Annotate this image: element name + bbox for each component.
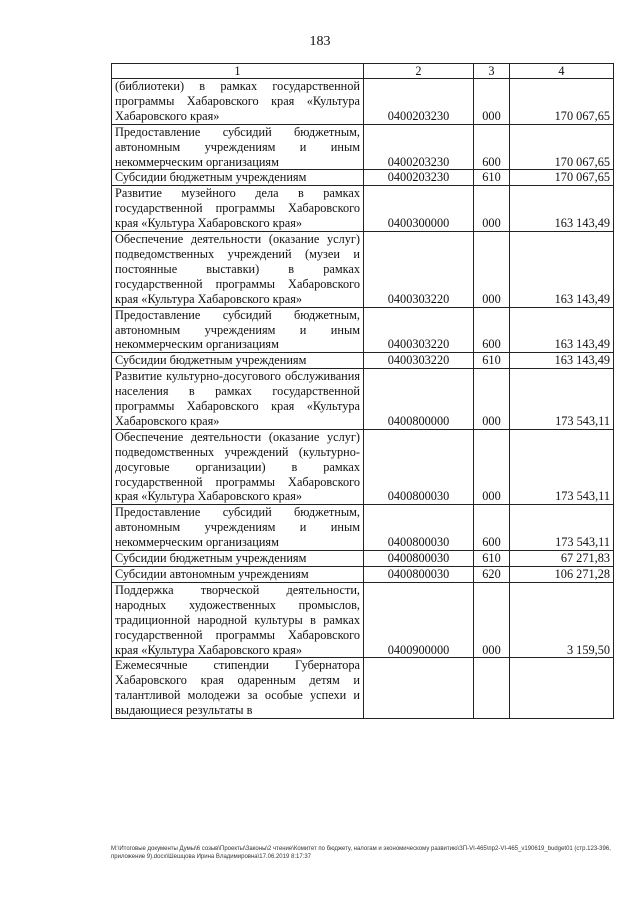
row-code	[364, 658, 474, 719]
row-name: Развитие культурно-досугового обслуживания населения в рамках государственной программы Хабаровского края «Культура Хабаровского края»	[112, 369, 364, 430]
table-row	[112, 79, 614, 125]
row-name: Обеспечение деятельности (оказание услуг) подведомственных учреждений (культурно-досуговые организации) в рамках государственной программы Хабаровского края «Культура Хабаровского края»	[112, 429, 364, 505]
table-row	[112, 567, 614, 583]
row-vr: 610	[474, 353, 510, 369]
row-vr: 000	[474, 186, 510, 232]
page-number: 183	[309, 34, 331, 49]
row-code: 0400900000	[364, 582, 474, 658]
row-vr: 000	[474, 369, 510, 430]
row-amount: 170 067,65	[510, 124, 614, 170]
row-code: 0400800030	[364, 429, 474, 505]
row-amount: 170 067,65	[510, 170, 614, 186]
row-vr: 600	[474, 307, 510, 353]
row-code: 0400303220	[364, 353, 474, 369]
table-row	[112, 658, 614, 719]
table-row	[112, 353, 614, 369]
row-vr: 000	[474, 232, 510, 308]
row-name: Обеспечение деятельности (оказание услуг) подведомственных учреждений (музеи и постоянные выставки) в рамках государственной программы Хабаровского края «Культура Хабаровского края»	[112, 232, 364, 308]
row-name: (библиотеки) в рамках государственной программы Хабаровского края «Культура Хабаровского края»	[112, 79, 364, 125]
row-code: 0400800030	[364, 567, 474, 583]
row-amount: 170 067,65	[510, 79, 614, 125]
row-name: Субсидии бюджетным учреждениям	[112, 170, 364, 186]
row-amount: 163 143,49	[510, 186, 614, 232]
row-vr: 610	[474, 170, 510, 186]
row-name: Субсидии бюджетным учреждениям	[112, 353, 364, 369]
row-vr: 600	[474, 124, 510, 170]
row-code: 0400203230	[364, 124, 474, 170]
row-vr: 000	[474, 79, 510, 125]
row-code: 0400800030	[364, 551, 474, 567]
table-row	[112, 186, 614, 232]
row-vr: 620	[474, 567, 510, 583]
table-header-row	[112, 64, 614, 79]
row-code: 0400303220	[364, 232, 474, 308]
table-row	[112, 124, 614, 170]
row-vr: 000	[474, 429, 510, 505]
row-vr	[474, 658, 510, 719]
table-row	[112, 551, 614, 567]
row-name: Поддержка творческой деятельности, народных художественных промыслов, традиционной народной культуры в рамках государственной программы Хабаровского края «Культура Хабаровского края»	[112, 582, 364, 658]
row-amount: 163 143,49	[510, 307, 614, 353]
table-row	[112, 170, 614, 186]
row-amount: 173 543,11	[510, 429, 614, 505]
row-code: 0400800030	[364, 505, 474, 551]
header-col-1: 1	[112, 64, 364, 79]
table-row	[112, 505, 614, 551]
row-name: Предоставление субсидий бюджетным, автономным учреждениям и иным некоммерческим организациям	[112, 124, 364, 170]
table-row	[112, 429, 614, 505]
row-amount: 106 271,28	[510, 567, 614, 583]
row-amount: 173 543,11	[510, 505, 614, 551]
table-row	[112, 232, 614, 308]
row-name: Субсидии автономным учреждениям	[112, 567, 364, 583]
budget-table	[111, 63, 614, 719]
row-name: Развитие музейного дела в рамках государственной программы Хабаровского края «Культура Хабаровского края»	[112, 186, 364, 232]
table-row	[112, 307, 614, 353]
row-code: 0400800000	[364, 369, 474, 430]
footer-file-path: M:\Итоговые документы Думы\6 созыв\Проекты\Законы\2 чтение\Комитет по бюджету, налогам и экономическому развитию\ЗП-VI-465\пр2-VI-465_v190619_budget01 (стр.123-396, приложение 9).docx\Шешцова Ирина Владимировна\17.06.2019 8:17:37	[111, 846, 611, 860]
row-name: Субсидии бюджетным учреждениям	[112, 551, 364, 567]
row-code: 0400203230	[364, 170, 474, 186]
row-vr: 610	[474, 551, 510, 567]
row-vr: 000	[474, 582, 510, 658]
header-col-4: 4	[510, 64, 614, 79]
row-vr: 600	[474, 505, 510, 551]
table-row	[112, 369, 614, 430]
row-code: 0400303220	[364, 307, 474, 353]
row-name: Предоставление субсидий бюджетным, автономным учреждениям и иным некоммерческим организациям	[112, 505, 364, 551]
row-amount: 173 543,11	[510, 369, 614, 430]
row-code: 0400300000	[364, 186, 474, 232]
header-col-3: 3	[474, 64, 510, 79]
row-amount: 3 159,50	[510, 582, 614, 658]
row-amount	[510, 658, 614, 719]
row-name: Ежемесячные стипендии Губернатора Хабаровского края одаренным детям и талантливой молодежи за особые успехи и выдающиеся результаты в	[112, 658, 364, 719]
table-row	[112, 582, 614, 658]
row-amount: 163 143,49	[510, 353, 614, 369]
row-amount: 67 271,83	[510, 551, 614, 567]
row-code: 0400203230	[364, 79, 474, 125]
header-col-2: 2	[364, 64, 474, 79]
row-name: Предоставление субсидий бюджетным, автономным учреждениям и иным некоммерческим организациям	[112, 307, 364, 353]
row-amount: 163 143,49	[510, 232, 614, 308]
